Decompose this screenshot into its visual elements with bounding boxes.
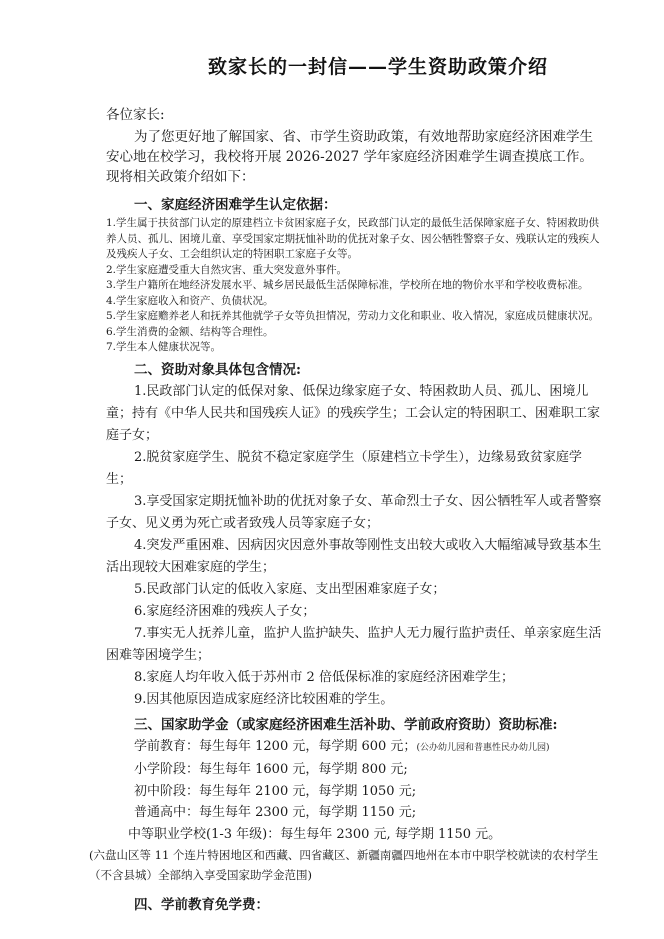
aid-row-text: 普通高中：每生每年 2300 元，每学期 1150 元; [134, 805, 417, 820]
list-item: 7.事实无人抚养儿童，监护人监护缺失、监护人无力履行监护责任、单亲家庭生活困难等困境学生； [106, 625, 602, 663]
aid-row-note: (公办幼儿园和普惠性民办幼儿园) [416, 742, 550, 753]
section2-heading: 二、资助对象具体包含情况: [134, 361, 301, 378]
intro-paragraph: 为了您更好地了解国家、省、市学生资助政策，有效地帮助家庭经济困难学生安心地在校学习，我校将开展 2026-2027 学年家庭经济困难学生调查摸底工作。现将相关政策介绍如下： [106, 129, 593, 185]
greeting: 各位家长: [106, 107, 165, 123]
list-item: 6.学生消费的金额、结构等合理性。 [106, 325, 274, 338]
list-item: 5.学生家庭赡养老人和抚养其他就学子女等负担情况，劳动力文化和职业、收入情况，家庭成员健康状况。 [106, 310, 600, 322]
list-item: 3.享受国家定期抚恤补助的优抚对象子女、革命烈士子女、因公牺牲军人或者警察子女、见义勇为死亡或者致残人员等家庭子女； [106, 493, 602, 531]
aid-row-text: 小学阶段：每生每年 1600 元，每学期 800 元; [134, 762, 408, 777]
section4-heading: 四、学前教育免学费： [134, 897, 269, 913]
aid-row [128, 824, 604, 846]
page-title: 致家长的一封信——学生资助政策介绍 [207, 56, 548, 78]
list-item: 4.突发严重困难、因病因灾因意外事故等刚性支出较大或收入大幅缩减导致基本生活出现较大困难家庭的学生； [106, 537, 602, 575]
list-item: 4.学生家庭收入和资产、负债状况。 [106, 294, 274, 307]
list-item: 7.学生本人健康状况等。 [106, 341, 222, 353]
aid-row-text: 中等职业学校(1-3 年级)：每生每年 2300 元, 每学期 1150 元。 [128, 826, 502, 842]
list-item: 1.民政部门认定的低保对象、低保边缘家庭子女、特困救助人员、孤儿、困境儿童；持有《中华人民共和国残疾人证》的残疾学生；工会认定的特困职工、困难职工家庭子女； [106, 383, 601, 443]
section1-list [106, 216, 604, 356]
aid-standards [106, 736, 604, 846]
section3-heading: 三、国家助学金（或家庭经济困难生活补助、学前政府资助）资助标准: [134, 716, 558, 733]
aid-row [134, 736, 604, 760]
aid-row [134, 781, 604, 803]
section2-list [106, 381, 604, 711]
list-item: 9.因其他原因造成家庭经济比较困难的学生。 [134, 691, 394, 707]
list-item: 2.学生家庭遭受重大自然灾害、重大突发意外事件。 [106, 263, 348, 276]
aid-footnote: (六盘山区等 11 个连片特困地区和西藏、四省藏区、新疆南疆四地州在本市中职学校就读的农村学生（不含县城）全部纳入享受国家助学金范围) [89, 848, 599, 882]
aid-row [134, 802, 604, 824]
section1-heading: 一、家庭经济困难学生认定依据： [134, 197, 337, 213]
aid-row-text: 初中阶段：每生每年 2100 元，每学期 1050 元; [134, 783, 417, 799]
aid-row [134, 759, 604, 781]
aid-row-text: 学前教育：每生每年 1200 元，每学期 600 元； [134, 738, 417, 754]
list-item: 3.学生户籍所在地经济发展水平、城乡居民最低生活保障标准，学校所在地的物价水平和学校收费标准。 [106, 279, 589, 291]
list-item: 6.家庭经济困难的残疾人子女； [134, 603, 316, 619]
list-item: 8.家庭人均年收入低于苏州市 2 倍低保标准的家庭经济困难学生； [134, 669, 514, 685]
list-item: 2.脱贫家庭学生、脱贫不稳定家庭学生（原建档立卡学生），边缘易致贫家庭学生； [106, 449, 582, 487]
list-item: 5.民政部门认定的低收入家庭、支出型困难家庭子女； [134, 581, 446, 597]
list-item: 1.学生属于扶贫部门认定的原建档立卡贫困家庭子女，民政部门认定的最低生活保障家庭子女、特困救助供养人员、孤儿、困境儿童、享受国家定期抚恤补助的优抚对象子女、因公牺牲警察子女、残联认定的残疾人及残疾人子女、工会组织认定的特困职工家庭子女等。 [106, 217, 600, 260]
